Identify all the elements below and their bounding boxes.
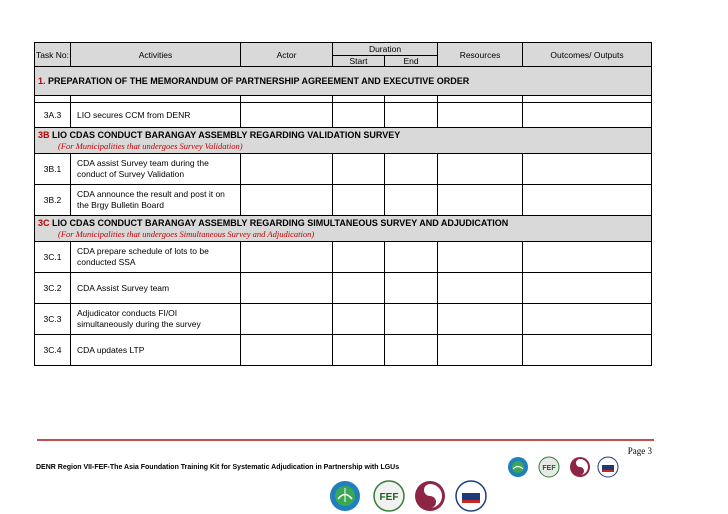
- header-end: End: [385, 56, 438, 67]
- asia-foundation-logo: [414, 480, 446, 512]
- section-row: [35, 67, 652, 96]
- svg-text:FEF: FEF: [542, 465, 556, 472]
- table-row: [35, 242, 652, 273]
- section-subtitle: (For Municipalities that undergoes Simultaneous Survey and Adjudication): [58, 229, 315, 239]
- section-number: 3C: [38, 218, 50, 228]
- section-number: 1.: [38, 76, 46, 86]
- section-title: LIO CDAS CONDUCT BARANGAY ASSEMBLY REGARDING VALIDATION SURVEY: [52, 130, 401, 140]
- section-title: LIO CDAS CONDUCT BARANGAY ASSEMBLY REGARDING SIMULTANEOUS SURVEY AND ADJUDICATION: [52, 218, 509, 228]
- task-number: 3A.3: [35, 103, 71, 128]
- task-number: 3B.1: [35, 154, 71, 185]
- footer-text: DENR Region VII-FEF-The Asia Foundation Training Kit for Systematic Adjudication in Partnership with LGUs: [36, 464, 400, 471]
- task-number: 3C.3: [35, 304, 71, 335]
- section-subtitle: (For Municipalities that undergoes Survey Validation): [58, 141, 243, 151]
- section-row: [35, 216, 652, 242]
- task-activity: CDA prepare schedule of lots to be conducted SSA: [71, 242, 241, 273]
- task-activity: LIO secures CCM from DENR: [71, 103, 241, 128]
- usaid-logo: [455, 480, 487, 512]
- task-number: 3C.2: [35, 273, 71, 304]
- denr-logo: [507, 456, 529, 478]
- section-number: 3B: [38, 130, 50, 140]
- header-actor: Actor: [241, 43, 333, 67]
- header-activities: Activities: [71, 43, 241, 67]
- page-number: Page 3: [627, 446, 652, 456]
- table-row: [35, 185, 652, 216]
- usaid-logo: [597, 456, 619, 478]
- activity-plan-table: [34, 42, 652, 366]
- task-activity: CDA announce the result and post it on the Brgy Bulletin Board: [71, 185, 241, 216]
- section-row: [35, 128, 652, 154]
- task-number: 3C.4: [35, 335, 71, 366]
- task-activity: CDA updates LTP: [71, 335, 241, 366]
- denr-logo: [329, 480, 361, 512]
- asia-foundation-logo: [569, 456, 591, 478]
- svg-text:FEF: FEF: [379, 492, 399, 503]
- table-row: [35, 103, 652, 128]
- header-task-no: Task No:: [35, 43, 71, 67]
- table-row: [35, 154, 652, 185]
- fef-logo: [536, 456, 562, 478]
- header-duration: Duration: [333, 43, 438, 56]
- table-row: [35, 304, 652, 335]
- table-row: [35, 273, 652, 304]
- task-number: 3B.2: [35, 185, 71, 216]
- task-number: 3C.1: [35, 242, 71, 273]
- table-row: [35, 335, 652, 366]
- header-outcomes: Outcomes/ Outputs: [523, 43, 652, 67]
- header-start: Start: [333, 56, 385, 67]
- task-activity: CDA assist Survey team during the conduct of Survey Validation: [71, 154, 241, 185]
- section-title: PREPARATION OF THE MEMORANDUM OF PARTNERSHIP AGREEMENT AND EXECUTIVE ORDER: [48, 76, 470, 86]
- footer-divider: [37, 439, 654, 441]
- task-activity: Adjudicator conducts FI/OI simultaneously during the survey: [71, 304, 241, 335]
- task-activity: CDA Assist Survey team: [71, 273, 241, 304]
- header-resources: Resources: [438, 43, 523, 67]
- fef-logo: [371, 480, 407, 512]
